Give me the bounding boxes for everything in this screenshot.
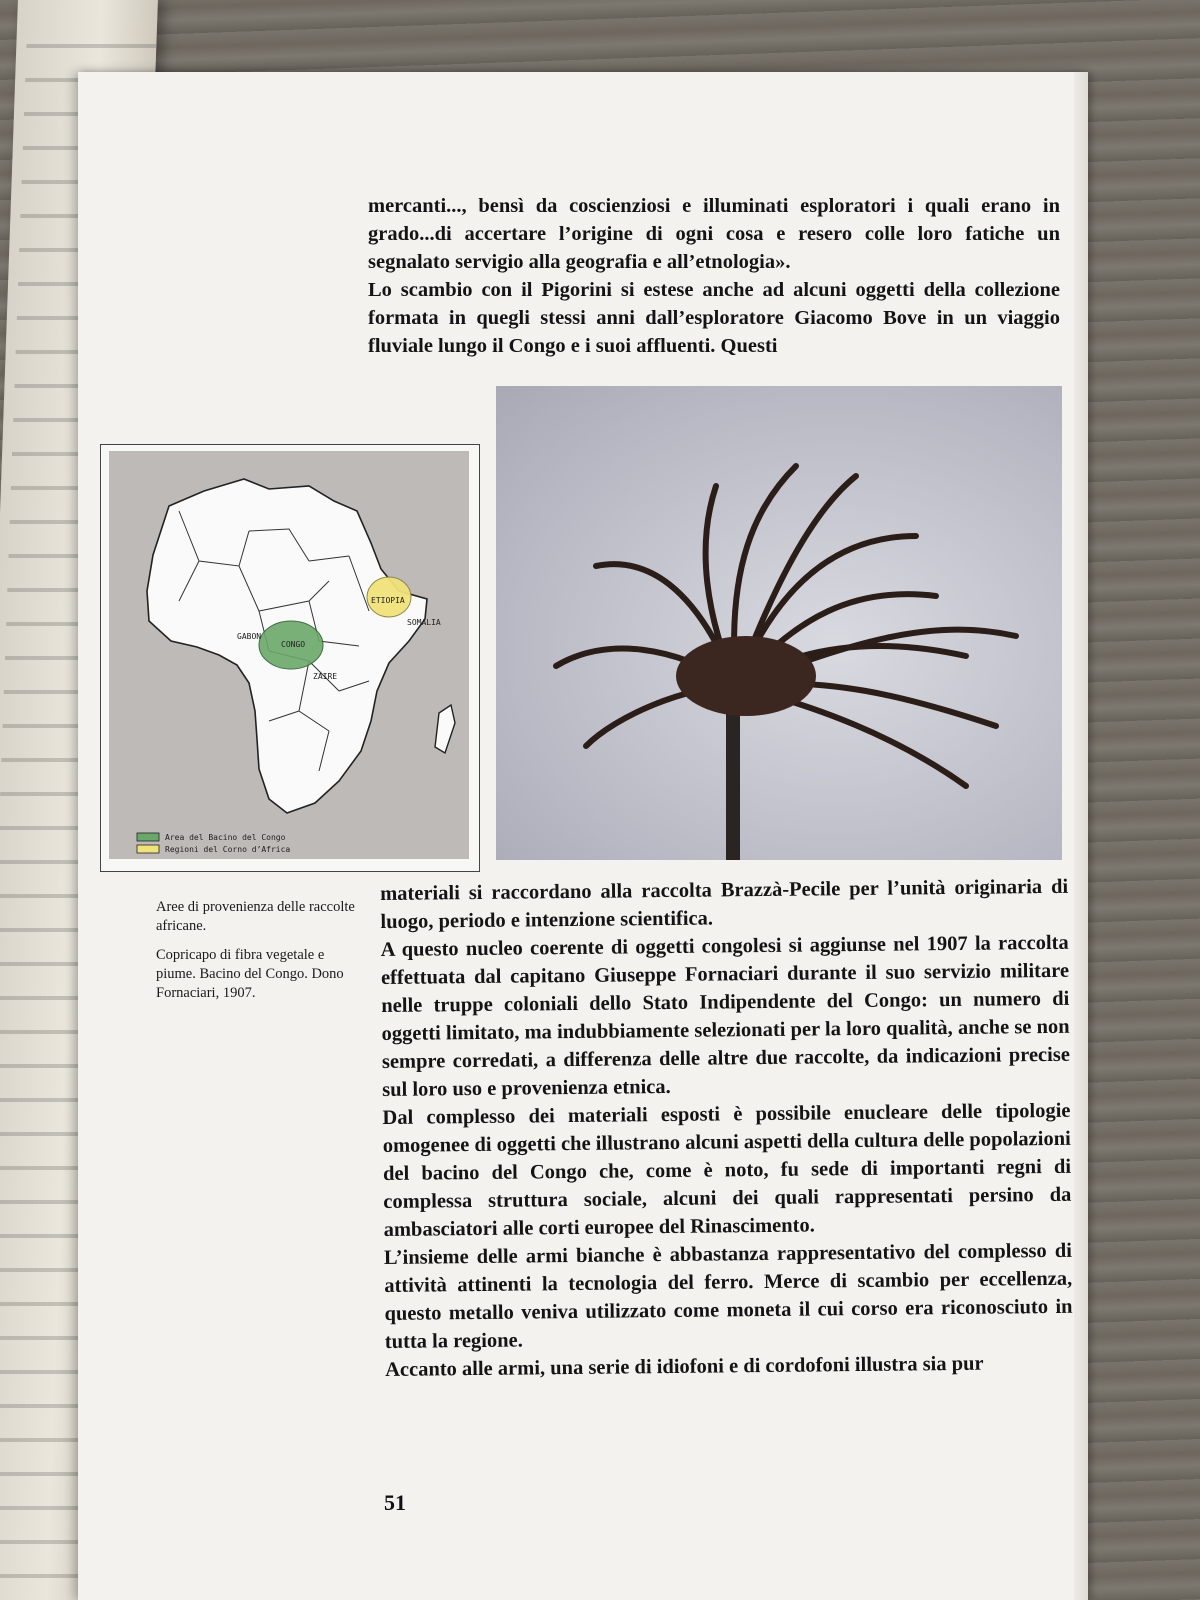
map-label-congo: CONGO [281, 640, 306, 649]
book-page [78, 72, 1088, 1600]
photo-caption: Copricapo di fibra vegetale e piume. Bacino del Congo. Dono Fornaciari, 1907. [156, 947, 344, 1001]
figure-captions [156, 898, 356, 1013]
feather-strands [556, 466, 1016, 786]
paragraph: Lo scambio con il Pigorini si estese anche ad alcuni oggetti della collezione formata in quegli stessi anni dall’esploratore Giacomo Bove in un viaggio fluviale lungo il Congo e i suoi affluenti. Questi [368, 279, 1060, 357]
paragraph: mercanti..., bensì da coscienziosi e illuminati esploratori i quali erano in grado...di accertare l’origine di ogni cosa e resero colle loro fatiche un segnalato servigio alla geografia e all’etnologia». [368, 195, 1060, 273]
madagascar-outline [435, 705, 455, 753]
africa-map-svg [109, 451, 469, 859]
map-label-zaire: ZAIRE [313, 672, 338, 681]
paragraph: materiali si raccordano alla raccolta Brazzà-Pecile per l’unità originaria di luogo, periodo e intenzione scientifica. [380, 875, 1069, 933]
feather-headdress-illustration [496, 386, 1062, 860]
legend-swatch-horn [137, 845, 159, 853]
headdress-photo [496, 386, 1062, 860]
page-number: 51 [384, 1490, 406, 1515]
map-label-gabon: GABON [237, 632, 262, 641]
body-text-top [368, 192, 1060, 360]
legend-label-horn: Regioni del Corno d’Africa [165, 845, 291, 854]
paragraph: Dal complesso dei materiali esposti è possibile enucleare delle tipologie omogenee di oggetti che illustrano alcuni aspetti della cultura delle popolazioni del bacino del Congo che, come è noto, fu sede di importanti regni di complessa struttura sociale, alcuni dei quali rappresentati persino da ambasciatori alle corti europee del Rinascimento. [382, 1099, 1072, 1241]
legend-swatch-congo [137, 833, 159, 841]
paragraph: L’insieme delle armi bianche è abbastanza rappresentativo del complesso di attività attinenti la tecnologia del ferro. Merce di scambio per eccellenza, questo metallo veniva utilizzato come moneta il cui corso era riconosciuto in tutta la regione. [383, 1239, 1073, 1353]
paragraph: A questo nucleo coerente di oggetti congolesi si aggiunse nel 1907 la raccolta effettuata dal capitano Giuseppe Fornaciari durante il suo servizio militare nelle truppe coloniali dello Stato Indipendente del Congo: un numero di oggetti limitato, ma indubbiamente selezionati per la loro qualità, anche se non sempre corredati, a differenza delle altre due raccolte, da indicazioni precise sul loro uso e provenienza etnica. [380, 931, 1070, 1101]
body-text-main [380, 873, 1073, 1384]
map-label-ethiopia: ETIOPIA [371, 596, 405, 605]
headdress-cap [676, 636, 816, 716]
legend-label-congo: Area del Bacino del Congo [165, 833, 286, 842]
paragraph: Accanto alle armi, una serie di idiofoni e di cordofoni illustra sia pur [385, 1352, 984, 1381]
page-edge [1074, 72, 1088, 1600]
africa-map-figure [100, 444, 480, 872]
map-label-somalia: SOMALIA [407, 618, 441, 627]
africa-map [109, 451, 469, 859]
map-caption: Aree di provenienza delle raccolte africane. [156, 899, 355, 934]
